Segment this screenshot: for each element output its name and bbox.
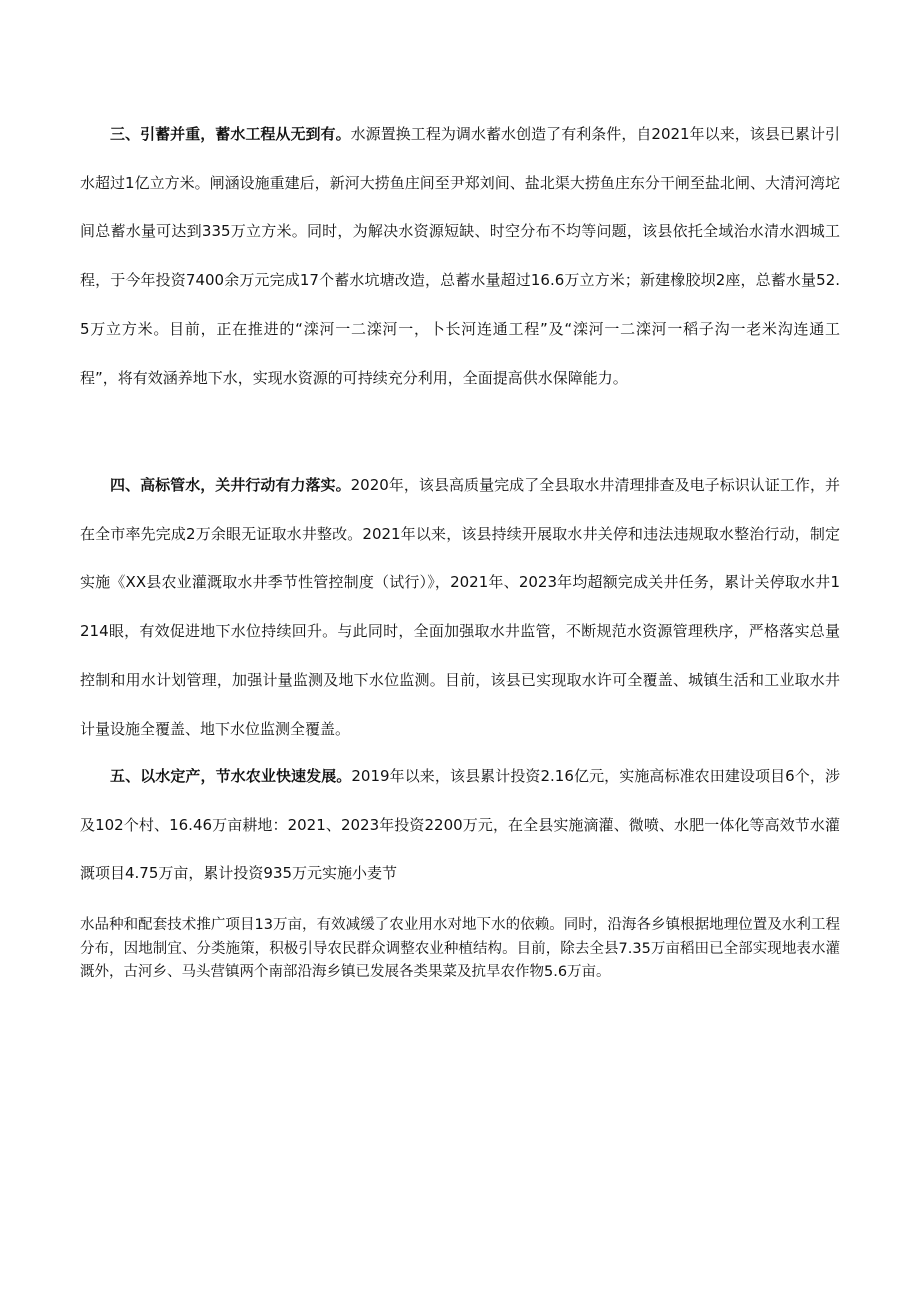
section-heading: 三、引蓄并重，蓄水工程从无到有。 [110,125,351,143]
section-heading: 五、以水定产，节水农业快速发展。 [110,767,352,785]
section-body: 2019年以来，该县累计投资2.16亿元，实施高标准农田建设项目6个，涉及102个村、16.46万亩耕地：2021、2023年投资2200万元，在全县实施滴灌、微喷、水肥一体化等高效节水灌溉项目4.75万亩，累计投资935万元实施小麦节 [80,767,840,883]
section-body: 2020年，该县高质量完成了全县取水井清理排查及电子标识认证工作，并在全市率先完成2万余眼无证取水井整改。2021年以来，该县持续开展取水井关停和违法违规取水整治行动，制定实施《XX县农业灌溉取水井季节性管控制度（试行）》，2021年、2023年均超额完成关井任务，累计关停取水井1214眼，有效促进地下水位持续回升。与此同时，全面加强取水井监管，不断规范水资源管理秩序，严格落实总量控制和用水计划管理，加强计量监测及地下水位监测。目前，该县已实现取水许可全覆盖、城镇生活和工业取水井计量设施全覆盖、地下水位监测全覆盖。 [80,476,840,738]
paragraph-section-4 [80,461,840,753]
section-heading: 四、高标管水，关井行动有力落实。 [110,476,351,494]
paragraph-section-3 [80,110,840,402]
paragraph-continuation: 水品种和配套技术推广项目13万亩，有效减缓了农业用水对地下水的依赖。同时，沿海各乡镇根据地理位置及水利工程分布，因地制宜、分类施策，积极引导农民群众调整农业种植结构。目前，除去全县7.35万亩稻田已全部实现地表水灌溉外，古河乡、马头营镇两个南部沿海乡镇已发展各类果菜及抗旱农作物5.6万亩。 [80,917,840,980]
paragraph-section-5 [80,752,840,898]
section-body: 水源置换工程为调水蓄水创造了有利条件，自2021年以来，该县已累计引水超过1亿立方米。闸涵设施重建后，新河大捞鱼庄间至尹郑刘间、盐北渠大捞鱼庄东分干闸至盐北闸、大清河湾坨间总蓄水量可达到335万立方米。同时，为解决水资源短缺、时空分布不均等问题，该县依托全域治水清水泗城工程，于今年投资7400余万元完成17个蓄水坑塘改造，总蓄水量超过16.6万立方米；新建橡胶坝2座，总蓄水量52.5万立方米。目前，正在推进的“滦河一二滦河一，卜长河连通工程”及“滦河一二滦河一稻子沟一老米沟连通工程”，将有效涵养地下水，实现水资源的可持续充分利用，全面提高供水保障能力。 [80,125,840,387]
